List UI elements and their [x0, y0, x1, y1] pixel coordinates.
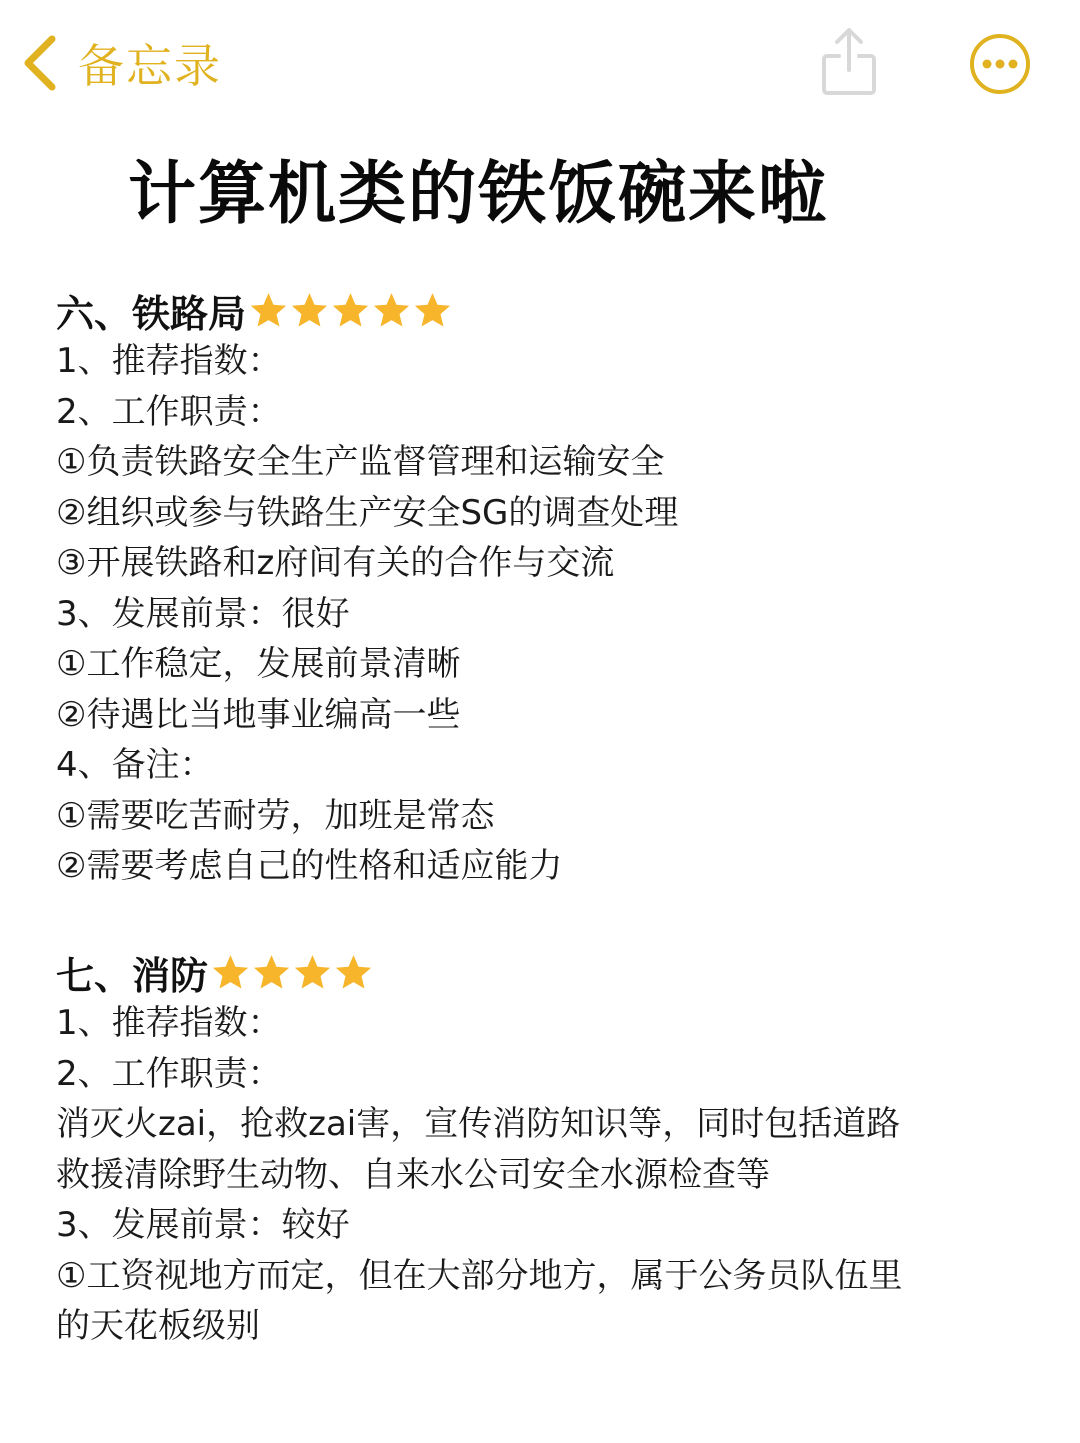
star-rating — [210, 952, 374, 993]
section-heading-text: 六、铁路局 — [56, 291, 247, 336]
section-heading-text: 七、消防 — [56, 953, 209, 998]
note-line: ①需要吃苦耐劳，加班是常态 — [56, 795, 495, 836]
note-section-fire — [56, 946, 1046, 1352]
note-line: 2、工作职责： — [56, 1053, 282, 1094]
section-heading — [56, 284, 1046, 336]
star-icon — [330, 290, 371, 331]
note-line: 1、推荐指数： — [56, 1003, 282, 1043]
note-line: ③开展铁路和z府间有关的合作与交流 — [56, 543, 615, 583]
note-line: 4、备注： — [56, 745, 214, 785]
note-line: 3、发展前景：较好 — [56, 1205, 350, 1245]
star-icon — [210, 952, 251, 993]
note-line: ②待遇比当地事业编高一些 — [56, 694, 461, 735]
more-button[interactable] — [968, 32, 1032, 96]
note-line: ②需要考虑自己的性格和适应能力 — [56, 846, 563, 886]
more-icon — [968, 32, 1032, 96]
section-heading — [56, 946, 1046, 998]
note-line: ①负责铁路安全生产监督管理和运输安全 — [56, 442, 665, 482]
star-rating — [248, 290, 453, 331]
note-title: 计算机类的铁饭碗来啦 — [128, 155, 829, 234]
star-icon — [412, 290, 453, 331]
back-label: 备忘录 — [78, 39, 222, 93]
note-line: 消灭火zai，抢救zai害，宣传消防知识等，同时包括道路 — [56, 1104, 901, 1144]
star-icon — [292, 952, 333, 993]
share-button[interactable] — [818, 26, 880, 98]
back-button[interactable] — [18, 28, 222, 98]
note-line: 1、推荐指数： — [56, 341, 282, 381]
note-line: 的天花板级别 — [56, 1306, 260, 1346]
note-line: ①工作稳定，发展前景清晰 — [56, 644, 461, 684]
navigation-bar — [0, 0, 1080, 130]
note-line: ②组织或参与铁路生产安全SG的调查处理 — [56, 492, 679, 533]
note-line: 2、工作职责： — [56, 391, 282, 432]
note-line: ①工资视地方而定，但在大部分地方，属于公务员队伍里 — [56, 1255, 903, 1296]
star-icon — [333, 952, 374, 993]
star-icon — [289, 290, 330, 331]
note-section-railway — [56, 284, 1046, 892]
share-icon — [818, 26, 880, 98]
star-icon — [251, 952, 292, 993]
note-line: 3、发展前景：很好 — [56, 593, 350, 634]
star-icon — [248, 290, 289, 331]
chevron-left-icon — [18, 31, 62, 95]
note-line: 救援清除野生动物、自来水公司安全水源检查等 — [56, 1154, 770, 1195]
star-icon — [371, 290, 412, 331]
